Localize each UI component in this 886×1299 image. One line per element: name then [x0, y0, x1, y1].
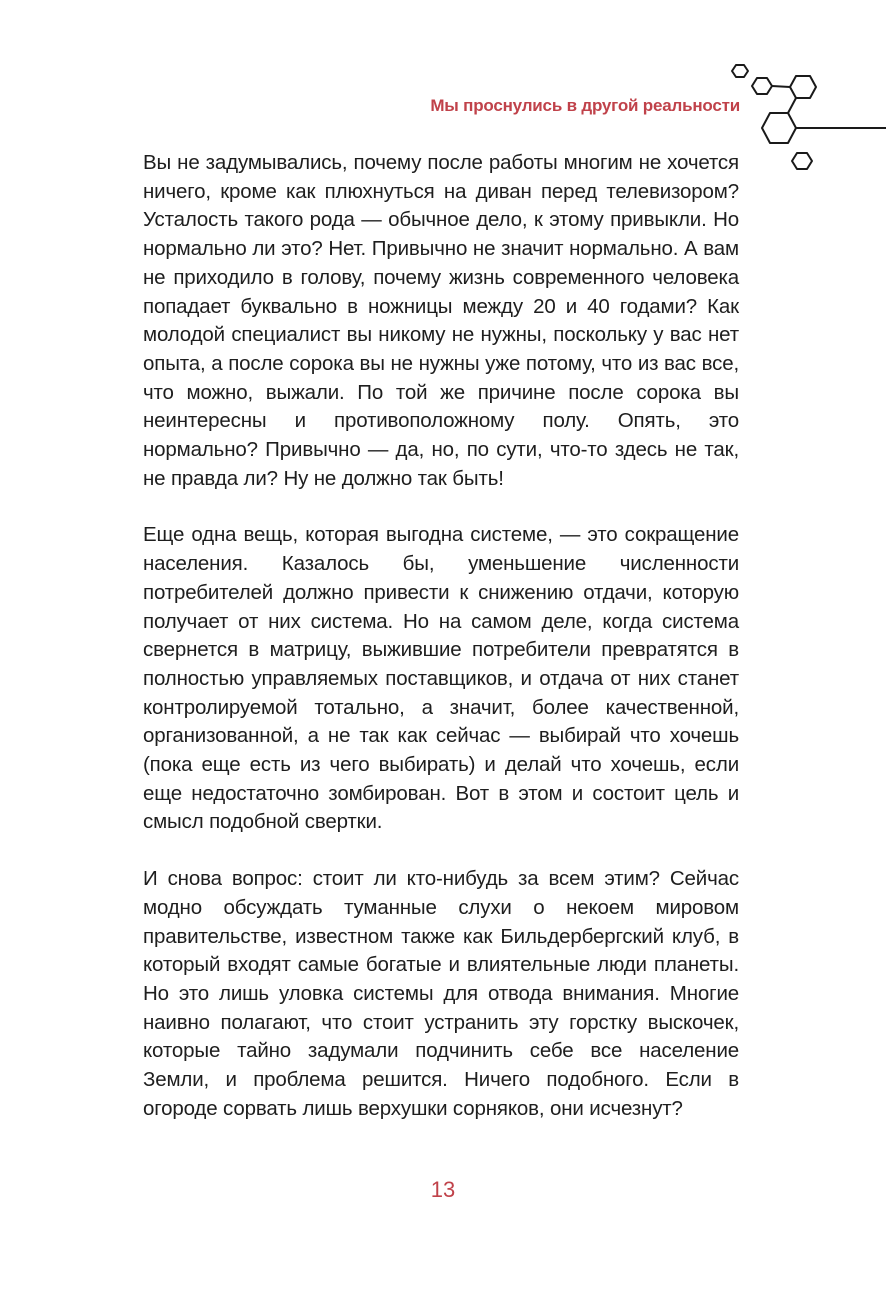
paragraph-3: И снова вопрос: стоит ли кто-нибудь за всем этим? Сейчас модно обсуждать туманные слухи о некоем мировом правительстве, известном также как Бильдербергский клуб, в который входят самые богатые и влиятельные люди планеты. Но это лишь уловка системы для отвода внимания. Многие наивно полагают, что стоит устранить эту горстку выскочек, которые тайно задумали подчинить себе все население Земли, и проблема решится. Ничего подобного. Если в огороде сорвать лишь верхушки сорняков, они исчезнут? [143, 867, 739, 1120]
running-head-title: Мы проснулись в другой реальности [430, 96, 740, 115]
hexagon-shape [762, 113, 796, 143]
paragraph-2: Еще одна вещь, которая выгодна системе, — это сокращение населения. Казалось бы, уменьшение численности потребителей должно привести к снижению отдачи, которую получает от них система. Но на самом деле, когда система свернется в матрицу, выжившие потребители превратятся в полностью управляемых поставщиков, и отдача от них станет контролируемой тотально, а значит, более качественной, организованной, а не так как сейчас — выбирай что хочешь (пока еще есть из чего выбирать) и делай что хочешь, если еще недостаточно зомбирован. Вот в этом и состоит цель и смысл подобной свертки. [143, 523, 739, 834]
hexagon-shape [790, 76, 816, 98]
hexagon-shape [792, 153, 812, 169]
hexagon-shape [752, 78, 772, 94]
hexagon-shape [732, 65, 748, 77]
paragraph-1: Вы не задумывались, почему после работы многим не хочется ничего, кроме как плюхнуться на диван перед телевизором? Усталость такого рода — обычное дело, к этому привыкли. Но нормально ли это? Нет. Привычно не значит нормально. А вам не приходило в голову, почему жизнь современного человека попадает буквально в ножницы между 20 и 40 годами? Как молодой специалист вы никому не нужны, поскольку у вас нет опыта, а после сорока вы не нужны уже потому, что из вас все, что можно, выжали. По той же причине после сорока вы неинтересны и противоположному полу. Опять, это нормально? Привычно — да, но, по сути, что-то здесь не так, не правда ли? Ну не должно так быть! [143, 151, 739, 490]
body-text [143, 149, 739, 1152]
hexagon-molecule-icon [720, 60, 886, 180]
page-number: 13 [430, 1177, 456, 1202]
